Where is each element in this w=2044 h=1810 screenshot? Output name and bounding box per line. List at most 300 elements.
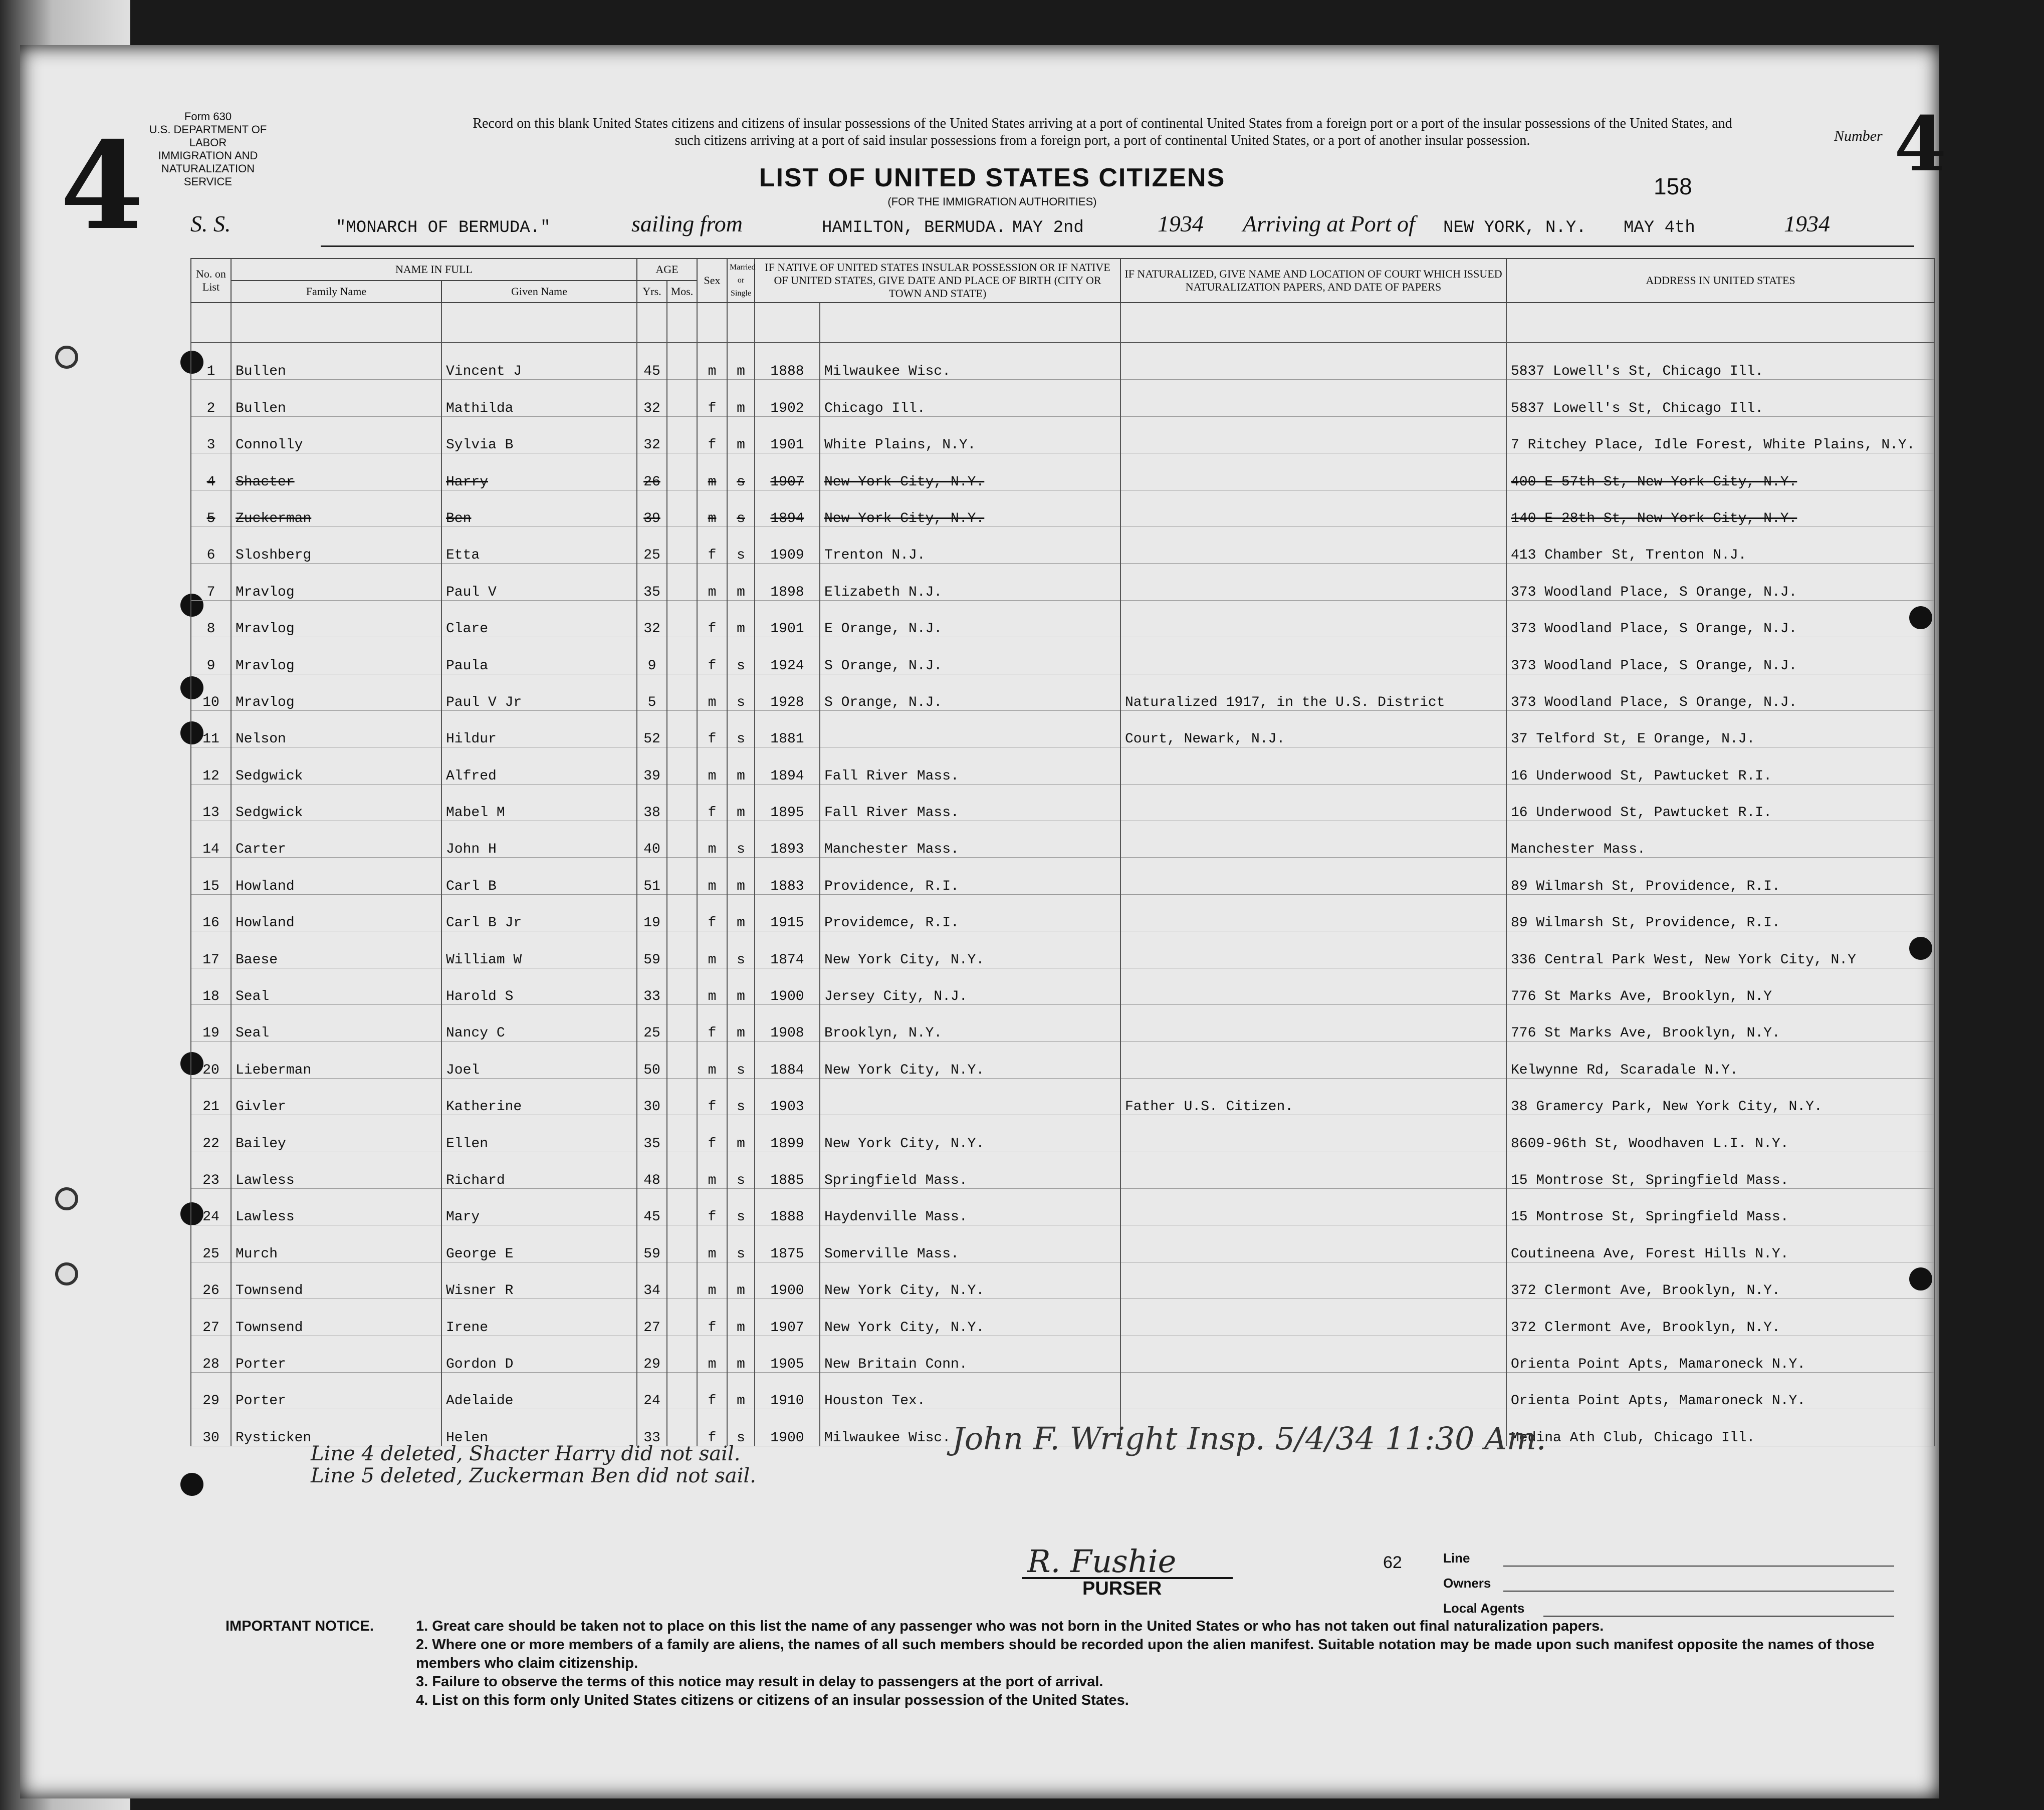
family-name: Bullen xyxy=(231,380,441,416)
address: 8609-96th St, Woodhaven L.I. N.Y. xyxy=(1506,1115,1935,1152)
age-years: 30 xyxy=(637,1078,667,1115)
sex: m xyxy=(697,1042,727,1078)
age-months xyxy=(667,600,697,637)
birth-year: 1905 xyxy=(755,1336,820,1372)
naturalization xyxy=(1120,527,1506,563)
birth-place: Trenton N.J. xyxy=(820,527,1120,563)
family-name: Nelson xyxy=(231,710,441,747)
table-row xyxy=(191,1225,1935,1262)
given-name: Carl B xyxy=(441,858,637,894)
ss-label: S. S. xyxy=(190,211,231,236)
age-years: 29 xyxy=(637,1336,667,1372)
family-name: Carter xyxy=(231,821,441,858)
age-months xyxy=(667,1005,697,1042)
sex: f xyxy=(697,380,727,416)
sex: m xyxy=(697,1152,727,1188)
marital-status: m xyxy=(727,894,755,931)
naturalization: Court, Newark, N.J. xyxy=(1120,710,1506,747)
row-number: 1 xyxy=(191,343,231,380)
col-mos: Mos. xyxy=(667,281,697,303)
birth-year: 1928 xyxy=(755,674,820,710)
marital-status: s xyxy=(727,1152,755,1188)
address: 373 Woodland Place, S Orange, N.J. xyxy=(1506,674,1935,710)
arrival-date: MAY 4th xyxy=(1624,218,1695,237)
birth-year: 1910 xyxy=(755,1372,820,1409)
sex: m xyxy=(697,1336,727,1372)
address: 38 Gramercy Park, New York City, N.Y. xyxy=(1506,1078,1935,1115)
family-name: Mravlog xyxy=(231,674,441,710)
age-years: 27 xyxy=(637,1299,667,1336)
punch-hole xyxy=(55,1262,78,1285)
age-months xyxy=(667,1262,697,1299)
given-name: Paul V xyxy=(441,564,637,600)
blank-row xyxy=(191,303,1935,343)
form-number: Form 630 xyxy=(184,110,232,123)
age-years: 38 xyxy=(637,784,667,821)
address: Coutineena Ave, Forest Hills N.Y. xyxy=(1506,1225,1935,1262)
birth-year: 1898 xyxy=(755,564,820,600)
birth-year: 1900 xyxy=(755,1409,820,1446)
age-years: 35 xyxy=(637,1115,667,1152)
departure-year: 1934 xyxy=(1158,211,1204,236)
row-number: 19 xyxy=(191,1005,231,1042)
marital-status: m xyxy=(727,564,755,600)
table-row xyxy=(191,1078,1935,1115)
row-number: 26 xyxy=(191,1262,231,1299)
notice-item: 4. List on this form only United States citizens or citizens of an insular possession of the United States. xyxy=(416,1692,1129,1708)
address: 89 Wilmarsh St, Providence, R.I. xyxy=(1506,894,1935,931)
age-years: 25 xyxy=(637,1005,667,1042)
birth-year: 1895 xyxy=(755,784,820,821)
family-name: Mravlog xyxy=(231,637,441,674)
table-row xyxy=(191,710,1935,747)
birth-year: 1903 xyxy=(755,1078,820,1115)
col-address: ADDRESS IN UNITED STATES xyxy=(1506,258,1935,303)
deletion-note: Line 5 deleted, Zuckerman Ben did not sail. xyxy=(311,1464,757,1487)
sex: f xyxy=(697,1005,727,1042)
age-months xyxy=(667,968,697,1004)
address: 15 Montrose St, Springfield Mass. xyxy=(1506,1152,1935,1188)
birth-year: 1884 xyxy=(755,1042,820,1078)
birth-year: 1907 xyxy=(755,1299,820,1336)
naturalization xyxy=(1120,343,1506,380)
number-label: Number xyxy=(1834,128,1883,144)
age-months xyxy=(667,1042,697,1078)
age-months xyxy=(667,1299,697,1336)
row-number: 16 xyxy=(191,894,231,931)
naturalization xyxy=(1120,1115,1506,1152)
birth-year: 1885 xyxy=(755,1152,820,1188)
family-name: Lawless xyxy=(231,1152,441,1188)
naturalization: Naturalized 1917, in the U.S. District xyxy=(1120,674,1506,710)
sex: m xyxy=(697,343,727,380)
birth-year: 1900 xyxy=(755,1262,820,1299)
table-row xyxy=(191,343,1935,380)
row-number: 14 xyxy=(191,821,231,858)
address: 400-E-57th St, New York City, N.Y. xyxy=(1506,453,1935,490)
owners-rule xyxy=(1503,1591,1894,1592)
row-number: 13 xyxy=(191,784,231,821)
sex: m xyxy=(697,674,727,710)
family-name: Sloshberg xyxy=(231,527,441,563)
family-name: Howland xyxy=(231,858,441,894)
birth-place: New York City, N.Y. xyxy=(820,1042,1120,1078)
naturalization xyxy=(1120,1225,1506,1262)
row-number: 7 xyxy=(191,564,231,600)
table-row xyxy=(191,1299,1935,1336)
birth-year: 1874 xyxy=(755,931,820,968)
age-months xyxy=(667,747,697,784)
naturalization xyxy=(1120,1152,1506,1188)
birth-year: 1893 xyxy=(755,821,820,858)
birth-year: 1875 xyxy=(755,1225,820,1262)
given-name: Richard xyxy=(441,1152,637,1188)
row-number: 18 xyxy=(191,968,231,1004)
given-name: Irene xyxy=(441,1299,637,1336)
naturalization xyxy=(1120,490,1506,527)
family-name: Seal xyxy=(231,1005,441,1042)
table-row xyxy=(191,637,1935,674)
family-name: Connolly xyxy=(231,416,441,453)
naturalization xyxy=(1120,416,1506,453)
sex: f xyxy=(697,784,727,821)
row-number: 9 xyxy=(191,637,231,674)
birth-year: 1924 xyxy=(755,637,820,674)
birth-place: New York City, N.Y. xyxy=(820,1115,1120,1152)
birth-year: 1908 xyxy=(755,1005,820,1042)
given-name: Adelaide xyxy=(441,1372,637,1409)
address: 5837 Lowell's St, Chicago Ill. xyxy=(1506,343,1935,380)
sex: f xyxy=(697,710,727,747)
naturalization xyxy=(1120,821,1506,858)
voyage-underline xyxy=(321,245,1914,247)
given-name: Hildur xyxy=(441,710,637,747)
family-name: Porter xyxy=(231,1372,441,1409)
family-name: Sedgwick xyxy=(231,784,441,821)
table-row xyxy=(191,784,1935,821)
age-months xyxy=(667,1152,697,1188)
row-number: 17 xyxy=(191,931,231,968)
age-years: 33 xyxy=(637,968,667,1004)
naturalization xyxy=(1120,600,1506,637)
age-years: 24 xyxy=(637,1372,667,1409)
birth-place xyxy=(820,1078,1120,1115)
marital-status: m xyxy=(727,1372,755,1409)
address: 776 St Marks Ave, Brooklyn, N.Y xyxy=(1506,968,1935,1004)
age-years: 34 xyxy=(637,1262,667,1299)
given-name: Mary xyxy=(441,1188,637,1225)
row-number: 30 xyxy=(191,1409,231,1446)
row-number: 24 xyxy=(191,1188,231,1225)
table-row xyxy=(191,490,1935,527)
sex: m xyxy=(697,968,727,1004)
birth-year: 1881 xyxy=(755,710,820,747)
address: Orienta Point Apts, Mamaroneck N.Y. xyxy=(1506,1336,1935,1372)
marital-status: s xyxy=(727,821,755,858)
row-number: 25 xyxy=(191,1225,231,1262)
age-months xyxy=(667,490,697,527)
address: 372 Clermont Ave, Brooklyn, N.Y. xyxy=(1506,1262,1935,1299)
row-number: 22 xyxy=(191,1115,231,1152)
birth-place: New York City, N.Y. xyxy=(820,931,1120,968)
given-name: Clare xyxy=(441,600,637,637)
table-row xyxy=(191,380,1935,416)
birth-place: Houston Tex. xyxy=(820,1372,1120,1409)
age-years: 52 xyxy=(637,710,667,747)
sex: f xyxy=(697,1115,727,1152)
age-months xyxy=(667,710,697,747)
given-name: Vincent J xyxy=(441,343,637,380)
row-number: 27 xyxy=(191,1299,231,1336)
age-months xyxy=(667,784,697,821)
birth-place: Milwaukee Wisc. xyxy=(820,1409,1120,1446)
service-name: IMMIGRATION AND NATURALIZATION SERVICE xyxy=(158,149,258,188)
table-row xyxy=(191,1005,1935,1042)
birth-place: Jersey City, N.J. xyxy=(820,968,1120,1004)
naturalization xyxy=(1120,380,1506,416)
table-row xyxy=(191,674,1935,710)
form-title: LIST OF UNITED STATES CITIZENS xyxy=(759,163,1226,192)
marital-status: m xyxy=(727,784,755,821)
age-years: 26 xyxy=(637,453,667,490)
birth-place: Milwaukee Wisc. xyxy=(820,343,1120,380)
birth-year: 1894 xyxy=(755,490,820,527)
row-number: 21 xyxy=(191,1078,231,1115)
marital-status: m xyxy=(727,416,755,453)
age-months xyxy=(667,380,697,416)
marital-status: m xyxy=(727,968,755,1004)
marital-status: s xyxy=(727,1188,755,1225)
row-number: 20 xyxy=(191,1042,231,1078)
birth-place: Chicago Ill. xyxy=(820,380,1120,416)
address: 373 Woodland Place, S Orange, N.J. xyxy=(1506,600,1935,637)
row-number: 12 xyxy=(191,747,231,784)
birth-place: S Orange, N.J. xyxy=(820,674,1120,710)
form-instructions: Record on this blank United States citizens and citizens of insular possessions of the United States arriving at a port of continental United States from a foreign port or a port of the insular possessions of the United States, and such citizens arriving at a port of said insular possessions from a foreign port, a port of continental United States, or a port of another insular possession. xyxy=(473,116,1732,148)
given-name: Gordon D xyxy=(441,1336,637,1372)
address: 372 Clermont Ave, Brooklyn, N.Y. xyxy=(1506,1299,1935,1336)
age-years: 32 xyxy=(637,416,667,453)
birth-year: 1894 xyxy=(755,747,820,784)
code-number: 62 xyxy=(1383,1553,1402,1572)
table-row xyxy=(191,527,1935,563)
birth-place: Brooklyn, N.Y. xyxy=(820,1005,1120,1042)
marital-status: s xyxy=(727,1409,755,1446)
naturalization xyxy=(1120,1188,1506,1225)
age-months xyxy=(667,1188,697,1225)
sex: m xyxy=(697,931,727,968)
family-name: Howland xyxy=(231,894,441,931)
birth-place: Haydenville Mass. xyxy=(820,1188,1120,1225)
table-row xyxy=(191,858,1935,894)
birth-year: 1909 xyxy=(755,527,820,563)
naturalization xyxy=(1120,453,1506,490)
family-name: Townsend xyxy=(231,1299,441,1336)
marital-status: m xyxy=(727,1336,755,1372)
age-years: 48 xyxy=(637,1152,667,1188)
marital-status: m xyxy=(727,1115,755,1152)
address: 16 Underwood St, Pawtucket R.I. xyxy=(1506,747,1935,784)
age-months xyxy=(667,637,697,674)
ship-name: "MONARCH OF BERMUDA." xyxy=(336,218,551,237)
age-years: 40 xyxy=(637,821,667,858)
col-no: No. on List xyxy=(191,258,231,303)
family-name: Bailey xyxy=(231,1115,441,1152)
naturalization xyxy=(1120,1005,1506,1042)
birth-place: Providence, R.I. xyxy=(820,858,1120,894)
birth-place: Fall River Mass. xyxy=(820,747,1120,784)
address: 140-E-28th St, New York City, N.Y. xyxy=(1506,490,1935,527)
naturalization xyxy=(1120,968,1506,1004)
birth-year: 1902 xyxy=(755,380,820,416)
given-name: Harry xyxy=(441,453,637,490)
sex: f xyxy=(697,1299,727,1336)
table-row xyxy=(191,821,1935,858)
birth-place: Manchester Mass. xyxy=(820,821,1120,858)
punch-hole xyxy=(55,1187,78,1210)
given-name: Sylvia B xyxy=(441,416,637,453)
purser-signature: R. Fushie xyxy=(1027,1543,1177,1580)
row-number: 10 xyxy=(191,674,231,710)
age-months xyxy=(667,931,697,968)
arrival-year: 1934 xyxy=(1784,211,1830,236)
age-years: 19 xyxy=(637,894,667,931)
marital-status: s xyxy=(727,1225,755,1262)
marital-status: s xyxy=(727,637,755,674)
age-years: 50 xyxy=(637,1042,667,1078)
col-age: AGE xyxy=(637,258,697,281)
birth-place: White Plains, N.Y. xyxy=(820,416,1120,453)
table-row xyxy=(191,747,1935,784)
punch-hole xyxy=(180,1473,203,1496)
family-name: Mravlog xyxy=(231,600,441,637)
family-name: Seal xyxy=(231,968,441,1004)
marital-status: m xyxy=(727,1299,755,1336)
birth-place xyxy=(820,710,1120,747)
address: 373 Woodland Place, S Orange, N.J. xyxy=(1506,564,1935,600)
age-months xyxy=(667,416,697,453)
age-months xyxy=(667,453,697,490)
marital-status: s xyxy=(727,1078,755,1115)
sex: m xyxy=(697,490,727,527)
row-number: 11 xyxy=(191,710,231,747)
age-months xyxy=(667,1115,697,1152)
table-row xyxy=(191,1336,1935,1372)
table-row xyxy=(191,600,1935,637)
address: 7 Ritchey Place, Idle Forest, White Plains, N.Y. xyxy=(1506,416,1935,453)
family-name: Zuckerman xyxy=(231,490,441,527)
family-name: Mravlog xyxy=(231,564,441,600)
naturalization xyxy=(1120,1299,1506,1336)
birth-place: Providemce, R.I. xyxy=(820,894,1120,931)
given-name: Paula xyxy=(441,637,637,674)
table-row xyxy=(191,1042,1935,1078)
birth-year: 1901 xyxy=(755,416,820,453)
naturalization: Father U.S. Citizen. xyxy=(1120,1078,1506,1115)
col-married: Married or Single xyxy=(727,258,755,303)
given-name: Carl B Jr xyxy=(441,894,637,931)
given-name: Katherine xyxy=(441,1078,637,1115)
given-name: Nancy C xyxy=(441,1005,637,1042)
address: Manchester Mass. xyxy=(1506,821,1935,858)
given-name: Mathilda xyxy=(441,380,637,416)
birth-place: New York City, N.Y. xyxy=(820,1262,1120,1299)
family-name: Shacter xyxy=(231,453,441,490)
birth-place: Elizabeth N.J. xyxy=(820,564,1120,600)
marital-status: s xyxy=(727,527,755,563)
birth-year: 1899 xyxy=(755,1115,820,1152)
given-name: Alfred xyxy=(441,747,637,784)
naturalization xyxy=(1120,858,1506,894)
notice-item: 3. Failure to observe the terms of this notice may result in delay to passengers at the port of arrival. xyxy=(416,1674,1103,1690)
naturalization xyxy=(1120,637,1506,674)
inspector-signature: John F. Wright Insp. 5/4/34 11:30 Am. xyxy=(952,1420,1546,1457)
given-name: William W xyxy=(441,931,637,968)
age-months xyxy=(667,858,697,894)
local-agents-rule xyxy=(1543,1616,1894,1617)
address: Kelwynne Rd, Scaradale N.Y. xyxy=(1506,1042,1935,1078)
family-name: Murch xyxy=(231,1225,441,1262)
birth-place: Fall River Mass. xyxy=(820,784,1120,821)
family-name: Baese xyxy=(231,931,441,968)
age-years: 45 xyxy=(637,1188,667,1225)
birth-place: Somerville Mass. xyxy=(820,1225,1120,1262)
table-row xyxy=(191,1188,1935,1225)
punch-hole xyxy=(55,346,78,369)
age-years: 51 xyxy=(637,858,667,894)
col-family-name: Family Name xyxy=(231,281,441,303)
birth-place: New York City, N.Y. xyxy=(820,453,1120,490)
given-name: Harold S xyxy=(441,968,637,1004)
table-row xyxy=(191,1262,1935,1299)
age-years: 39 xyxy=(637,490,667,527)
sex: f xyxy=(697,600,727,637)
naturalization xyxy=(1120,1372,1506,1409)
naturalization xyxy=(1120,931,1506,968)
age-months xyxy=(667,674,697,710)
age-years: 5 xyxy=(637,674,667,710)
family-name: Porter xyxy=(231,1336,441,1372)
local-agents-label: Local Agents xyxy=(1443,1601,1525,1616)
given-name: Wisner R xyxy=(441,1262,637,1299)
birth-place: Springfield Mass. xyxy=(820,1152,1120,1188)
naturalization xyxy=(1120,1042,1506,1078)
address: 776 St Marks Ave, Brooklyn, N.Y. xyxy=(1506,1005,1935,1042)
marital-status: m xyxy=(727,1262,755,1299)
arrival-port: NEW YORK, N.Y. xyxy=(1443,218,1586,237)
marital-status: m xyxy=(727,380,755,416)
birth-year: 1901 xyxy=(755,600,820,637)
address: 89 Wilmarsh St, Providence, R.I. xyxy=(1506,858,1935,894)
arriving-label: Arriving at Port of xyxy=(1243,211,1415,236)
marital-status: m xyxy=(727,1005,755,1042)
marital-status: m xyxy=(727,343,755,380)
table-row xyxy=(191,968,1935,1004)
family-name: Bullen xyxy=(231,343,441,380)
purser-label: PURSER xyxy=(1082,1578,1162,1599)
age-years: 35 xyxy=(637,564,667,600)
age-years: 33 xyxy=(637,1409,667,1446)
sex: f xyxy=(697,1188,727,1225)
family-name: Sedgwick xyxy=(231,747,441,784)
address: 37 Telford St, E Orange, N.J. xyxy=(1506,710,1935,747)
given-name: Mabel M xyxy=(441,784,637,821)
birth-place: E Orange, N.J. xyxy=(820,600,1120,637)
marital-status: s xyxy=(727,1042,755,1078)
line-rule xyxy=(1503,1566,1894,1567)
passenger-table xyxy=(190,258,1935,1446)
age-years: 9 xyxy=(637,637,667,674)
